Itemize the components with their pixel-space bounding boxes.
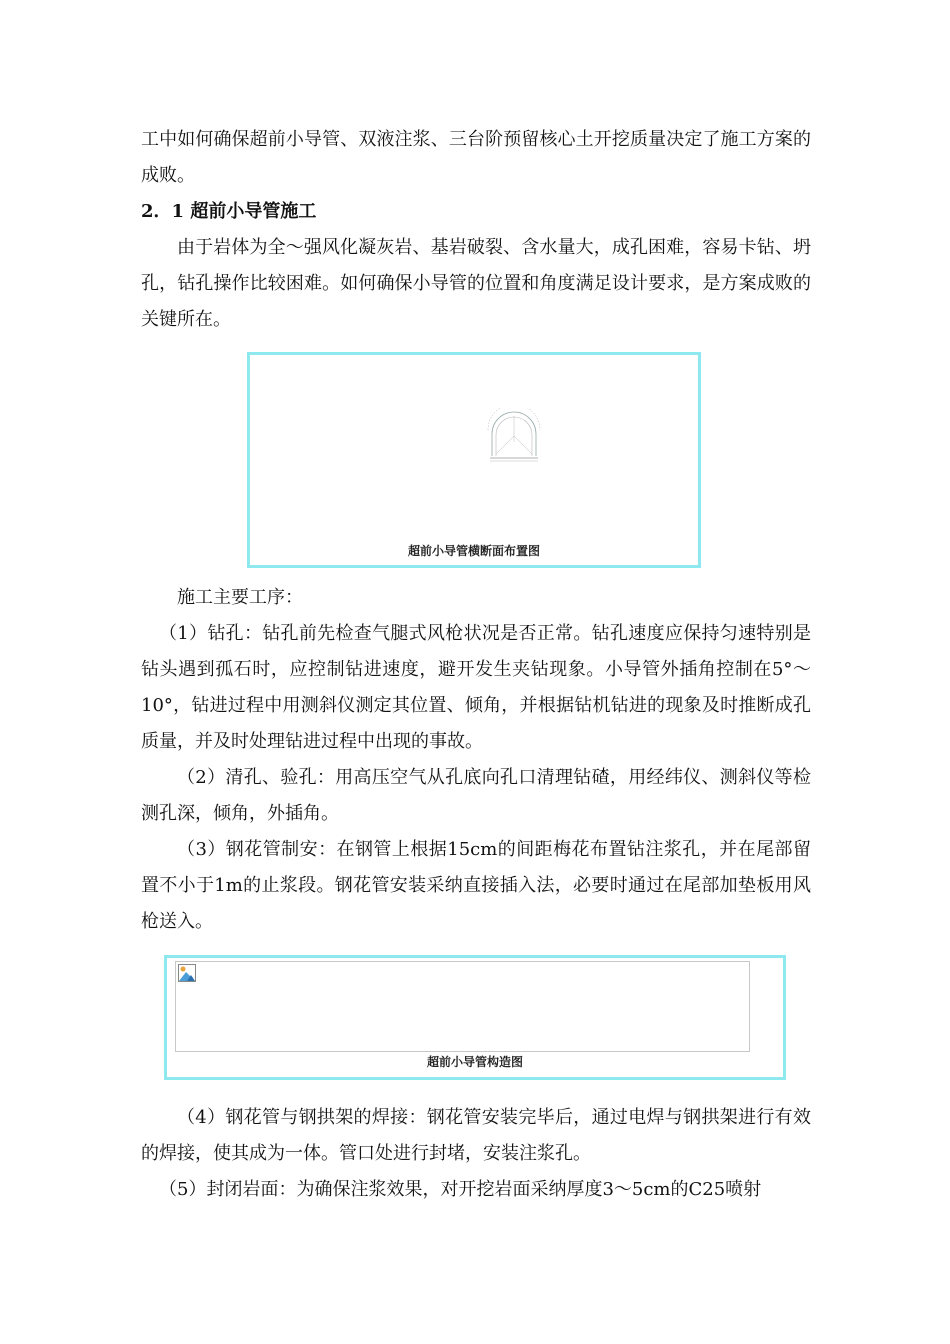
section-heading: 2．1 超前小导管施工: [141, 201, 317, 222]
tunnel-cross-section-drawing: [484, 408, 544, 470]
figure-caption: 超前小导管构造图: [426, 1055, 523, 1069]
figure-caption: 超前小导管横断面布置图: [407, 544, 540, 558]
paragraph-steel-pipe: （3）钢花管制安：在钢管上根据15cm的间距梅花布置钻注浆孔，并在尾部留置不小于1m的止浆段。钢花管安装采纳直接插入法，必要时通过在尾部加垫板用风枪送入。: [141, 839, 811, 932]
paragraph-procedure-title: 施工主要工序：: [177, 587, 303, 608]
figure-cross-section: [247, 352, 701, 568]
paragraph-intro: 工中如何确保超前小导管、双液注浆、三台阶预留核心土开挖质量决定了施工方案的成败。: [141, 129, 811, 186]
image-placeholder: [175, 961, 750, 1052]
paragraph-sealing: （5）封闭岩面：为确保注浆效果，对开挖岩面采纳厚度3～5cm的C25喷射: [159, 1179, 762, 1200]
figure-construction: [164, 955, 786, 1080]
paragraph-welding: （4）钢花管与钢拱架的焊接：钢花管安装完毕后，通过电焊与钢拱架进行有效的焊接，使其成为一体。管口处进行封堵，安装注浆孔。: [141, 1107, 811, 1164]
broken-image-icon: [178, 964, 196, 982]
paragraph-rock-conditions: 由于岩体为全～强风化凝灰岩、基岩破裂、含水量大，成孔困难，容易卡钻、坍孔，钻孔操作比较困难。如何确保小导管的位置和角度满足设计要求，是方案成败的关键所在。: [141, 237, 811, 330]
paragraph-cleaning: （2）清孔、验孔：用高压空气从孔底向孔口清理钻碴，用经纬仪、测斜仪等检测孔深，倾角，外插角。: [141, 767, 811, 824]
paragraph-drilling: （1）钻孔：钻孔前先检查气腿式风枪状况是否正常。钻孔速度应保持匀速特别是钻头遇到孤石时，应控制钻进速度，避开发生夹钻现象。小导管外插角控制在5°～10°，钻进过程中用测斜仪测定其位置、倾角，并根据钻机钻进的现象及时推断成孔质量，并及时处理钻进过程中出现的事故。: [141, 623, 811, 752]
